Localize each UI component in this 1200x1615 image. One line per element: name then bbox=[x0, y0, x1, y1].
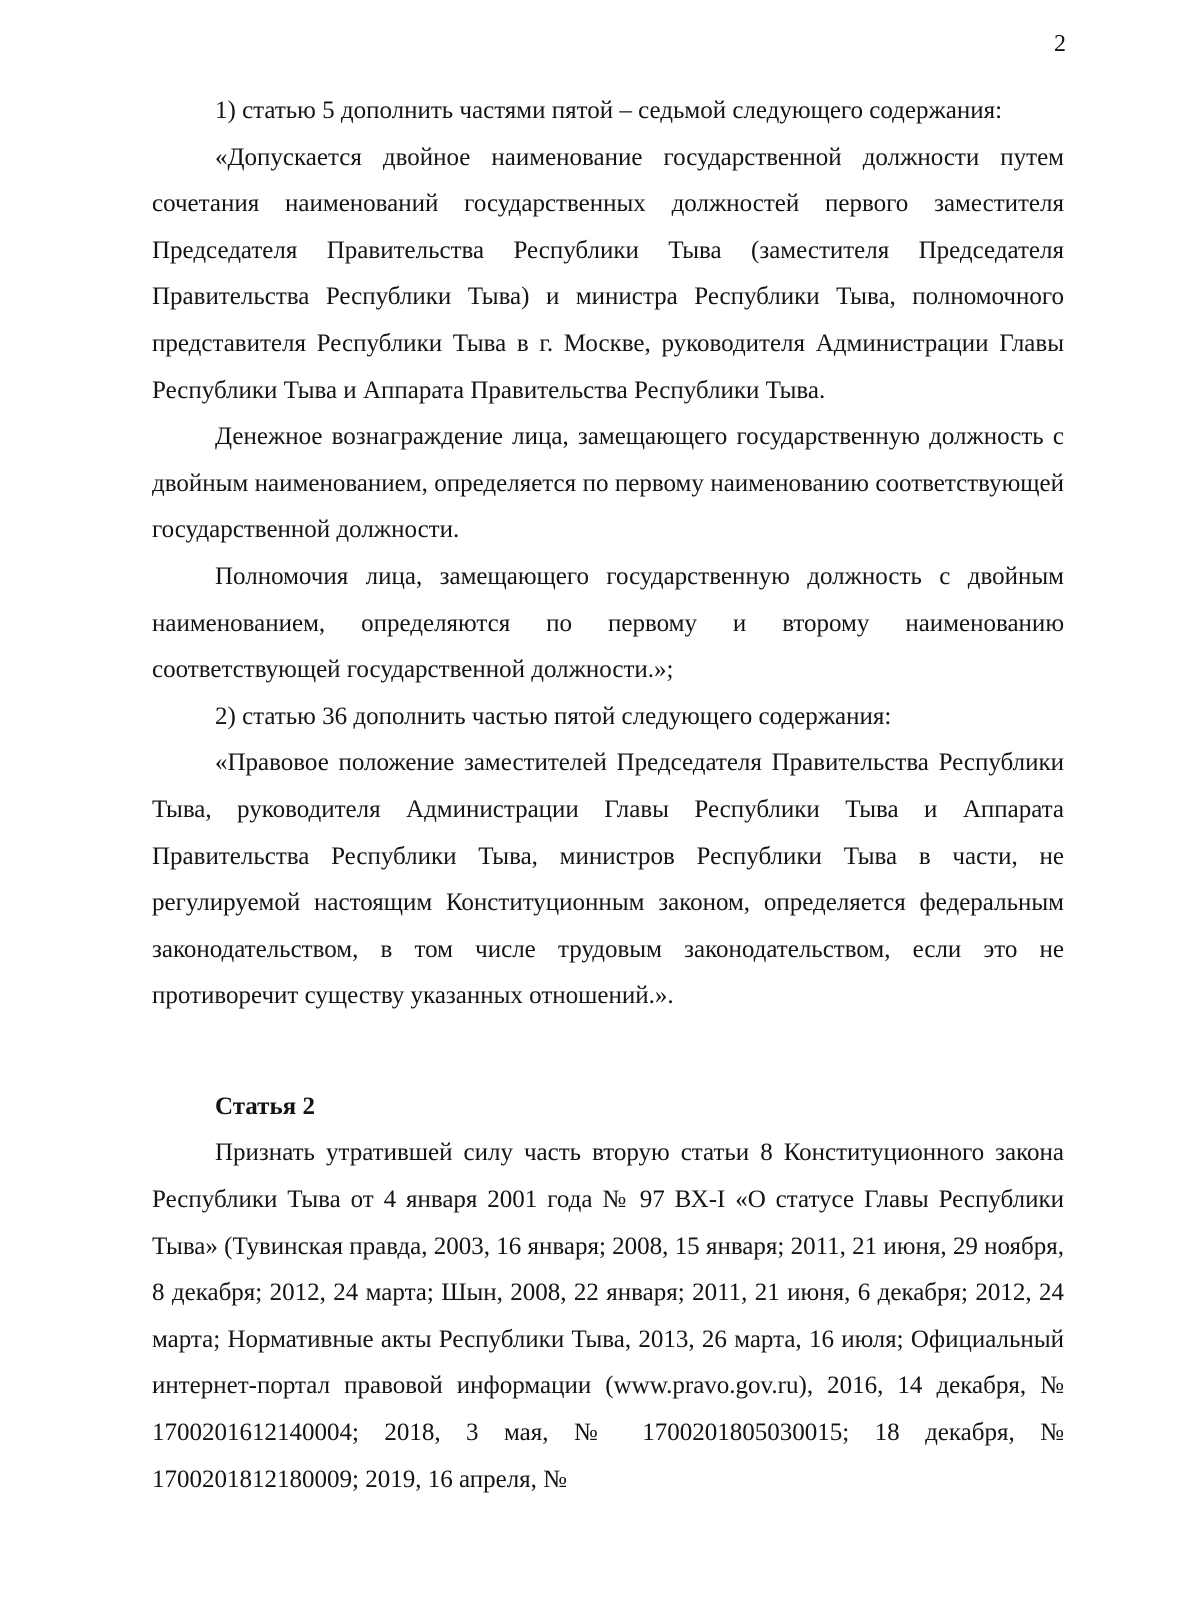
paragraph-remuneration: Денежное вознаграждение лица, замещающего государственную должность с двойным наименованием, определяется по первому наименованию соответствующей государственной должности. bbox=[152, 423, 1064, 544]
paragraph-item-2: 2) статью 36 дополнить частью пятой следующего содержания: bbox=[215, 702, 892, 730]
paragraph-legal-status: «Правовое положение заместителей Председателя Правительства Республики Тыва, руководителя Администрации Главы Республики Тыва и Аппарата Правительства Республики Тыва, министров Республики Тыва в части, не регулируемой настоящим Конституционным законом, определяется федеральным законодательством, в том числе трудовым законодательством, если это не противоречит существу указанных отношений.». bbox=[152, 749, 1064, 1010]
paragraph-amendment-double-title: «Допускается двойное наименование государственной должности путем сочетания наименований государственных должностей первого заместителя Председателя Правительства Республики Тыва (заместителя Председателя Правительства Республики Тыва) и министра Республики Тыва, полномочного представителя Республики Тыва в г. Москве, руководителя Администрации Главы Республики Тыва и Аппарата Правительства Республики Тыва. bbox=[152, 143, 1064, 404]
paragraph-powers: Полномочия лица, замещающего государственную должность с двойным наименованием, определяются по первому и второму наименованию соответствующей государственной должности.»; bbox=[152, 562, 1064, 684]
paragraph-item-1: 1) статью 5 дополнить частями пятой – седьмой следующего содержания: bbox=[215, 97, 1003, 124]
article-2-heading: Статья 2 bbox=[215, 1092, 315, 1120]
article-2-text: Признать утратившей силу часть вторую статьи 8 Конституционного закона Республики Тыва от 4 января 2001 года № 97 ВХ-I «О статусе Главы Республики Тыва» (Тувинская правда, 2003, 16 января; 2008, 15 января; 2011, 21 июня, 29 ноября, 8 декабря; 2012, 24 марта; Шын, 2008, 22 января; 2011, 21 июня, 6 декабря; 2012, 24 марта; Нормативные акты Республики Тыва, 2013, 26 марта, 16 июля; Официальный интернет-портал правовой информации (www.pravo.gov.ru), 2016, 14 декабря, № 1700201612140004; 2018, 3 мая, № 1700201805030015; 18 декабря, № 1700201812180009; 2019, 16 апреля, № bbox=[152, 1139, 1064, 1493]
document-body bbox=[152, 88, 1064, 1503]
page-number: 2 bbox=[1054, 31, 1066, 57]
